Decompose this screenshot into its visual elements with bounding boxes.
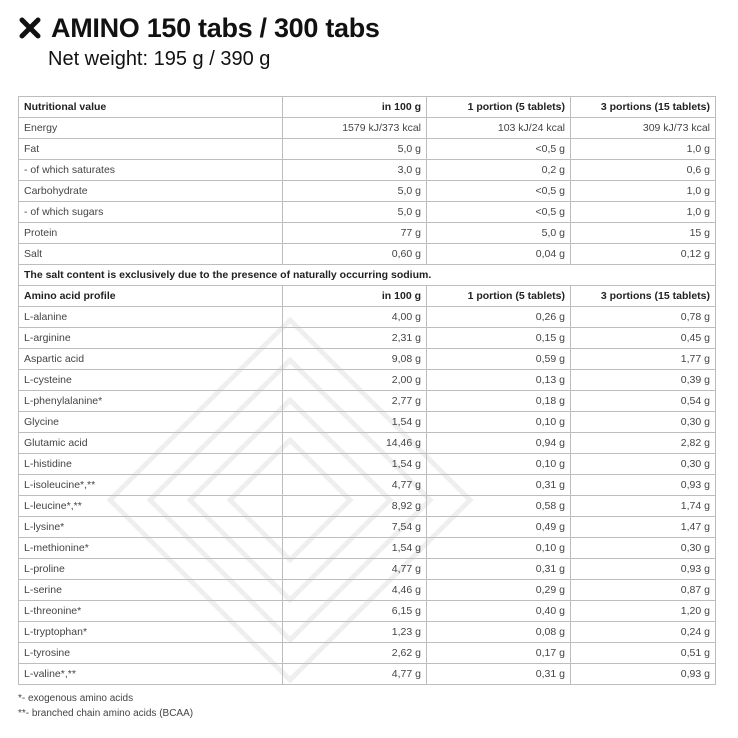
net-weight: Net weight: 195 g / 390 g	[48, 48, 271, 70]
value-cell: 103 kJ/24 kcal	[427, 118, 571, 139]
amino-row	[19, 496, 716, 517]
value-cell: 4,77 g	[283, 559, 427, 580]
value-cell: 5,0 g	[283, 202, 427, 223]
row-label-cell: Nutritional value	[19, 97, 283, 118]
value-cell: 0,29 g	[427, 580, 571, 601]
row-label-cell: L-serine	[19, 580, 283, 601]
value-cell: 1,0 g	[571, 181, 716, 202]
value-cell: 1,47 g	[571, 517, 716, 538]
row-label-cell: L-tyrosine	[19, 643, 283, 664]
amino-row	[19, 559, 716, 580]
value-cell: 0,2 g	[427, 160, 571, 181]
product-header	[18, 10, 380, 71]
row-label-cell: L-leucine*,**	[19, 496, 283, 517]
salt-note-row	[19, 265, 716, 286]
value-cell: <0,5 g	[427, 139, 571, 160]
value-cell: 1,20 g	[571, 601, 716, 622]
nutrition-row	[19, 202, 716, 223]
value-cell: 1,54 g	[283, 454, 427, 475]
row-label-cell: Protein	[19, 223, 283, 244]
value-cell: 2,00 g	[283, 370, 427, 391]
row-label-cell: Aspartic acid	[19, 349, 283, 370]
value-cell: 1579 kJ/373 kcal	[283, 118, 427, 139]
amino-row	[19, 412, 716, 433]
row-label-cell: Glycine	[19, 412, 283, 433]
amino-row	[19, 601, 716, 622]
value-cell: 0,10 g	[427, 412, 571, 433]
row-label-cell: L-lysine*	[19, 517, 283, 538]
value-cell: 7,54 g	[283, 517, 427, 538]
value-cell: 5,0 g	[283, 181, 427, 202]
amino-row	[19, 433, 716, 454]
value-cell: 1,23 g	[283, 622, 427, 643]
amino-row	[19, 328, 716, 349]
footnote-bcaa: **- branched chain amino acids (BCAA)	[18, 708, 194, 719]
footnote-exogenous: *- exogenous amino acids	[18, 693, 134, 704]
row-label-cell: - of which saturates	[19, 160, 283, 181]
value-cell: 0,24 g	[571, 622, 716, 643]
value-cell: 309 kJ/73 kcal	[571, 118, 716, 139]
value-cell: in 100 g	[283, 286, 427, 307]
nutrition-row	[19, 223, 716, 244]
row-label-cell: Energy	[19, 118, 283, 139]
value-cell: 0,93 g	[571, 664, 716, 685]
value-cell: 4,77 g	[283, 475, 427, 496]
row-label-cell: - of which sugars	[19, 202, 283, 223]
value-cell: 0,15 g	[427, 328, 571, 349]
value-cell: 0,94 g	[427, 433, 571, 454]
value-cell: 0,17 g	[427, 643, 571, 664]
nutrition-row	[19, 118, 716, 139]
row-label-cell: Glutamic acid	[19, 433, 283, 454]
value-cell: <0,5 g	[427, 181, 571, 202]
nutrition-table	[18, 96, 716, 685]
amino-row	[19, 580, 716, 601]
value-cell: 1,74 g	[571, 496, 716, 517]
value-cell: 3,0 g	[283, 160, 427, 181]
amino-row	[19, 370, 716, 391]
product-title: AMINO 150 tabs / 300 tabs	[51, 12, 380, 43]
value-cell: 0,60 g	[283, 244, 427, 265]
value-cell: 0,31 g	[427, 664, 571, 685]
value-cell: 1,54 g	[283, 412, 427, 433]
nutrition-row	[19, 181, 716, 202]
value-cell: 0,10 g	[427, 454, 571, 475]
value-cell: in 100 g	[283, 97, 427, 118]
amino-row	[19, 643, 716, 664]
value-cell: 0,49 g	[427, 517, 571, 538]
value-cell: 77 g	[283, 223, 427, 244]
value-cell: 1 portion (5 tablets)	[427, 97, 571, 118]
value-cell: 0,39 g	[571, 370, 716, 391]
row-label-cell: L-cysteine	[19, 370, 283, 391]
value-cell: 2,77 g	[283, 391, 427, 412]
value-cell: 14,46 g	[283, 433, 427, 454]
row-label-cell: Amino acid profile	[19, 286, 283, 307]
value-cell: 0,31 g	[427, 559, 571, 580]
value-cell: 0,13 g	[427, 370, 571, 391]
value-cell: 15 g	[571, 223, 716, 244]
row-label-cell: L-methionine*	[19, 538, 283, 559]
row-label-cell: L-histidine	[19, 454, 283, 475]
value-cell: 0,93 g	[571, 559, 716, 580]
row-label-cell: L-phenylalanine*	[19, 391, 283, 412]
value-cell: 0,58 g	[427, 496, 571, 517]
value-cell: 0,40 g	[427, 601, 571, 622]
value-cell: 2,82 g	[571, 433, 716, 454]
row-label-cell: L-alanine	[19, 307, 283, 328]
amino-row	[19, 475, 716, 496]
row-label-cell: L-arginine	[19, 328, 283, 349]
row-label-cell: L-threonine*	[19, 601, 283, 622]
row-label-cell: L-valine*,**	[19, 664, 283, 685]
row-label-cell: L-proline	[19, 559, 283, 580]
amino-header-row	[19, 286, 716, 307]
value-cell: 0,87 g	[571, 580, 716, 601]
salt-note: The salt content is exclusively due to the presence of naturally occurring sodium.	[19, 265, 716, 286]
row-label-cell: L-isoleucine*,**	[19, 475, 283, 496]
value-cell: 6,15 g	[283, 601, 427, 622]
value-cell: 9,08 g	[283, 349, 427, 370]
value-cell: 0,30 g	[571, 538, 716, 559]
value-cell: 0,26 g	[427, 307, 571, 328]
row-label-cell: Salt	[19, 244, 283, 265]
nutrition-row	[19, 160, 716, 181]
value-cell: 3 portions (15 tablets)	[571, 97, 716, 118]
value-cell: 0,93 g	[571, 475, 716, 496]
value-cell: 0,54 g	[571, 391, 716, 412]
amino-row	[19, 454, 716, 475]
amino-row	[19, 517, 716, 538]
value-cell: 0,51 g	[571, 643, 716, 664]
value-cell: 0,59 g	[427, 349, 571, 370]
value-cell: 0,18 g	[427, 391, 571, 412]
value-cell: 0,78 g	[571, 307, 716, 328]
amino-row	[19, 391, 716, 412]
value-cell: 0,30 g	[571, 412, 716, 433]
value-cell: 1,54 g	[283, 538, 427, 559]
value-cell: 2,31 g	[283, 328, 427, 349]
value-cell: 2,62 g	[283, 643, 427, 664]
value-cell: 5,0 g	[283, 139, 427, 160]
value-cell: <0,5 g	[427, 202, 571, 223]
value-cell: 0,10 g	[427, 538, 571, 559]
amino-row	[19, 307, 716, 328]
x-mark-icon	[18, 16, 42, 40]
value-cell: 4,77 g	[283, 664, 427, 685]
value-cell: 1 portion (5 tablets)	[427, 286, 571, 307]
value-cell: 0,31 g	[427, 475, 571, 496]
nutrition-header-row	[19, 97, 716, 118]
value-cell: 0,08 g	[427, 622, 571, 643]
value-cell: 4,46 g	[283, 580, 427, 601]
amino-row	[19, 622, 716, 643]
value-cell: 0,04 g	[427, 244, 571, 265]
footnotes	[18, 691, 193, 721]
amino-row	[19, 664, 716, 685]
amino-row	[19, 538, 716, 559]
value-cell: 0,12 g	[571, 244, 716, 265]
row-label-cell: L-tryptophan*	[19, 622, 283, 643]
value-cell: 8,92 g	[283, 496, 427, 517]
row-label-cell: Carbohydrate	[19, 181, 283, 202]
value-cell: 1,77 g	[571, 349, 716, 370]
value-cell: 0,30 g	[571, 454, 716, 475]
row-label-cell: Fat	[19, 139, 283, 160]
value-cell: 3 portions (15 tablets)	[571, 286, 716, 307]
value-cell: 5,0 g	[427, 223, 571, 244]
value-cell: 1,0 g	[571, 139, 716, 160]
value-cell: 0,6 g	[571, 160, 716, 181]
nutrition-row	[19, 139, 716, 160]
value-cell: 0,45 g	[571, 328, 716, 349]
nutrition-row	[19, 244, 716, 265]
amino-row	[19, 349, 716, 370]
value-cell: 4,00 g	[283, 307, 427, 328]
value-cell: 1,0 g	[571, 202, 716, 223]
